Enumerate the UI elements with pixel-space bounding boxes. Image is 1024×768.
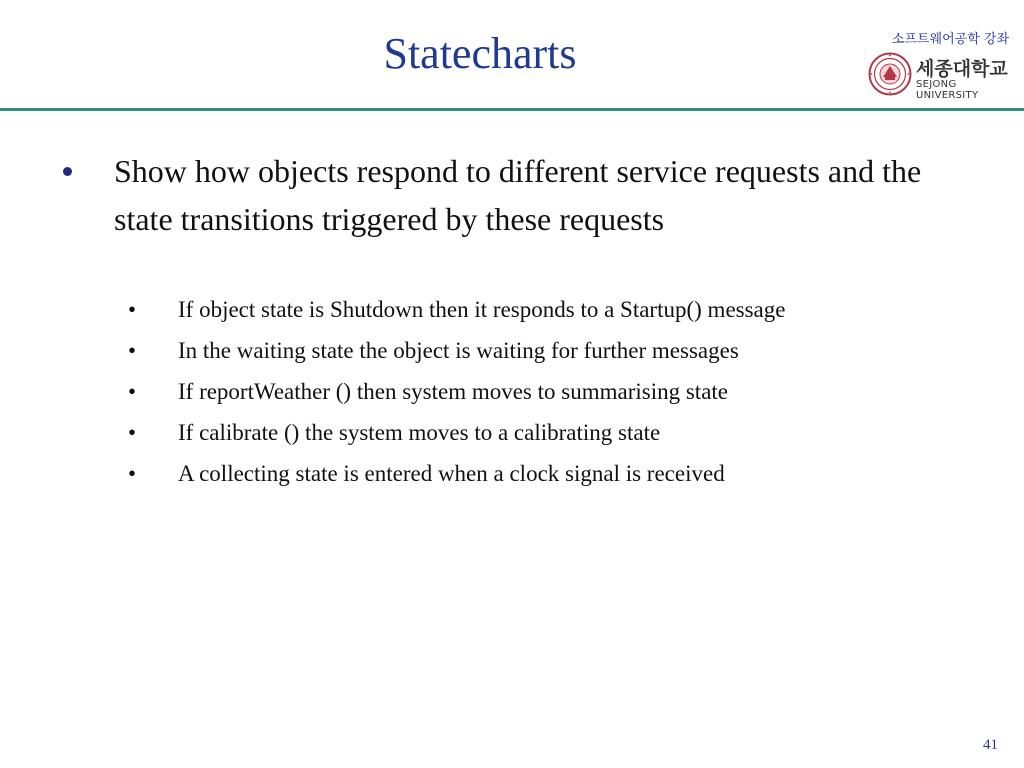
header-divider <box>0 108 1024 111</box>
sub-bullet-marker: • <box>128 297 137 322</box>
slide-title: Statecharts <box>383 29 577 78</box>
sub-bullet-text: If object state is Shutdown then it responds to a Startup() message <box>178 297 786 322</box>
bullet-dot-icon <box>63 167 72 176</box>
sub-bullet-text: If calibrate () the system moves to a calibrating state <box>178 420 661 445</box>
course-label: 소프트웨어공학 강좌 <box>891 32 1009 47</box>
page-number: 41 <box>983 737 998 753</box>
sub-bullet-text: If reportWeather () then system moves to summarising state <box>178 379 729 404</box>
sub-bullet-marker: • <box>128 379 137 404</box>
sub-bullet-marker: • <box>128 420 137 445</box>
sub-bullet-marker: • <box>128 338 137 363</box>
sub-bullet-item <box>125 417 985 458</box>
main-bullet-text: Show how objects respond to different service requests and the state transitions triggered by these requests <box>114 153 922 237</box>
sub-bullet-list <box>125 294 985 499</box>
university-logo <box>868 52 1018 101</box>
sub-bullet-item <box>125 294 985 335</box>
sub-bullet-item <box>125 335 985 376</box>
sub-bullet-item <box>125 376 985 417</box>
sub-bullet-text: In the waiting state the object is waiting for further messages <box>178 338 739 363</box>
sub-bullet-text: A collecting state is entered when a clock signal is received <box>178 461 725 486</box>
sub-bullet-marker: • <box>128 461 137 486</box>
logo-name-korean: 세종대학교 <box>916 58 1008 80</box>
sub-bullet-item <box>125 458 985 499</box>
logo-name-english: SEJONG UNIVERSITY <box>916 79 979 101</box>
university-seal-icon <box>868 52 912 96</box>
